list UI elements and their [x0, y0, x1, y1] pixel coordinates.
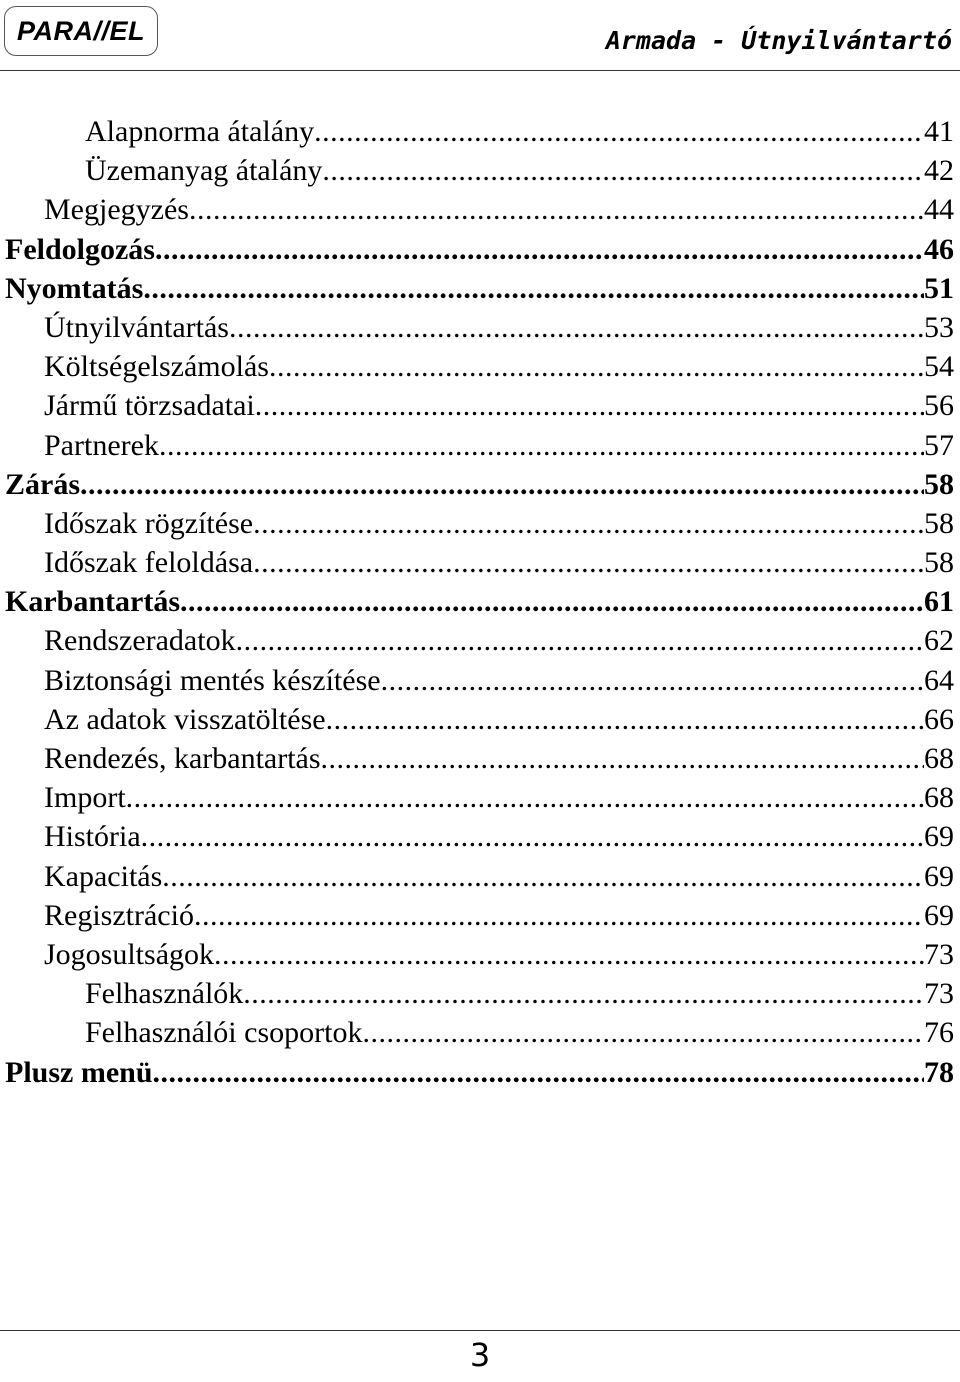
- toc-dot-leader: [314, 112, 924, 151]
- toc-dot-leader: [189, 190, 924, 229]
- toc-dot-leader: [253, 543, 924, 582]
- document-title: Armada - Útnyilvántartó: [605, 26, 952, 55]
- toc-entry-page: 44: [924, 193, 954, 227]
- toc-entry-label: Regisztráció: [44, 898, 194, 932]
- toc-entry-label: Alapnorma átalány: [85, 115, 315, 148]
- toc-entry-page: 69: [924, 820, 954, 854]
- toc-entry[interactable]: [0, 700, 960, 739]
- toc-entry[interactable]: [0, 190, 960, 229]
- toc-entry-label: Időszak feloldása: [44, 546, 254, 580]
- toc-entry-label: Költségelszámolás: [44, 350, 269, 384]
- toc-entry-page: 51: [924, 271, 954, 305]
- toc-entry-label: Időszak rögzítése: [44, 506, 254, 540]
- toc-dot-leader: [269, 347, 924, 386]
- toc-dot-leader: [141, 817, 924, 856]
- toc-entry[interactable]: [0, 896, 960, 935]
- toc-entry-page: 58: [924, 506, 954, 540]
- toc-dot-leader: [326, 700, 924, 739]
- header-divider: [0, 70, 960, 71]
- toc-dot-leader: [243, 974, 924, 1013]
- toc-dot-leader: [321, 739, 924, 778]
- toc-entry-page: 66: [924, 702, 954, 736]
- toc-entry-label: Jármű törzsadatai: [44, 389, 255, 423]
- logo-text: PARA//EL: [16, 15, 145, 46]
- toc-entry-page: 78: [924, 1055, 954, 1089]
- toc-entry-label: Felhasználói csoportok: [85, 1016, 363, 1050]
- toc-entry-label: Feldolgozás: [5, 232, 155, 266]
- toc-entry[interactable]: [0, 151, 960, 190]
- toc-dot-leader: [162, 857, 924, 896]
- toc-dot-leader: [214, 935, 924, 974]
- toc-entry-label: Jogosultságok: [44, 937, 215, 971]
- toc-entry-page: 69: [924, 859, 954, 893]
- toc-entry-page: 68: [924, 742, 954, 775]
- toc-dot-leader: [362, 1013, 924, 1052]
- toc-entry[interactable]: [0, 582, 960, 621]
- toc-entry[interactable]: [0, 778, 960, 817]
- toc-entry-page: 54: [924, 350, 954, 384]
- toc-entry-label: Import: [44, 781, 126, 815]
- toc-entry[interactable]: [0, 230, 960, 269]
- toc-entry-page: 61: [924, 585, 954, 619]
- toc-entry[interactable]: [0, 347, 960, 386]
- toc-dot-leader: [126, 778, 924, 817]
- toc-entry[interactable]: [0, 269, 960, 308]
- toc-dot-leader: [159, 426, 924, 465]
- toc-entry[interactable]: [0, 308, 960, 347]
- toc-entry[interactable]: [0, 935, 960, 974]
- toc-entry-label: Kapacitás: [44, 859, 163, 893]
- toc-entry-label: Üzemanyag átalány: [85, 154, 323, 188]
- toc-dot-leader: [155, 230, 924, 269]
- toc-entry[interactable]: [0, 1013, 960, 1052]
- toc-dot-leader: [253, 504, 924, 543]
- toc-dot-leader: [153, 1053, 924, 1092]
- toc-entry-page: 73: [924, 937, 954, 971]
- toc-entry-page: 42: [924, 154, 954, 188]
- table-of-contents: [0, 112, 960, 1092]
- toc-entry-label: Útnyilvántartás: [44, 310, 229, 344]
- toc-entry[interactable]: [0, 817, 960, 856]
- toc-entry[interactable]: [0, 112, 960, 151]
- toc-entry[interactable]: [0, 465, 960, 504]
- toc-entry-page: 64: [924, 663, 954, 697]
- toc-entry[interactable]: [0, 426, 960, 465]
- toc-entry[interactable]: [0, 504, 960, 543]
- toc-dot-leader: [255, 386, 924, 425]
- toc-entry[interactable]: [0, 857, 960, 896]
- toc-entry-page: 69: [924, 898, 954, 932]
- toc-entry-label: Felhasználók: [85, 977, 244, 1011]
- toc-entry[interactable]: [0, 386, 960, 425]
- toc-entry-label: Biztonsági mentés készítése: [44, 663, 381, 697]
- toc-entry-page: 76: [924, 1016, 954, 1050]
- page-header: [0, 0, 960, 80]
- toc-dot-leader: [322, 151, 924, 190]
- toc-entry-page: 46: [924, 232, 954, 266]
- toc-entry-page: 56: [924, 389, 954, 423]
- toc-entry[interactable]: [0, 543, 960, 582]
- toc-dot-leader: [236, 621, 924, 660]
- toc-entry-label: Zárás: [5, 467, 80, 501]
- toc-entry[interactable]: [0, 661, 960, 700]
- toc-entry-label: Partnerek: [44, 428, 159, 462]
- toc-entry-label: Karbantartás: [5, 585, 180, 619]
- toc-entry-label: Az adatok visszatöltése: [44, 702, 326, 736]
- page-number: 3: [469, 1336, 491, 1374]
- toc-entry-page: 58: [924, 467, 954, 501]
- toc-entry-label: História: [44, 820, 141, 854]
- toc-entry-page: 62: [924, 624, 954, 658]
- toc-entry-label: Rendezés, karbantartás: [44, 742, 321, 775]
- toc-entry-page: 41: [924, 115, 954, 148]
- toc-entry-label: Rendszeradatok: [44, 624, 236, 658]
- toc-entry-page: 68: [924, 781, 954, 815]
- toc-entry[interactable]: [0, 621, 960, 660]
- toc-entry-label: Nyomtatás: [5, 271, 144, 305]
- toc-entry-page: 73: [924, 977, 954, 1011]
- toc-entry-label: Plusz menü: [5, 1055, 153, 1089]
- toc-entry-page: 57: [924, 428, 954, 462]
- toc-dot-leader: [180, 582, 924, 621]
- toc-dot-leader: [194, 896, 924, 935]
- footer-divider: [0, 1330, 960, 1331]
- parallel-logo: [4, 6, 158, 56]
- toc-entry[interactable]: [0, 739, 960, 778]
- toc-entry[interactable]: [0, 974, 960, 1013]
- toc-dot-leader: [229, 308, 924, 347]
- toc-entry[interactable]: [0, 1053, 960, 1092]
- toc-entry-page: 58: [924, 546, 954, 580]
- toc-dot-leader: [381, 661, 924, 700]
- toc-dot-leader: [143, 269, 924, 308]
- toc-dot-leader: [80, 465, 924, 504]
- toc-entry-page: 53: [924, 310, 954, 344]
- toc-entry-label: Megjegyzés: [44, 193, 189, 227]
